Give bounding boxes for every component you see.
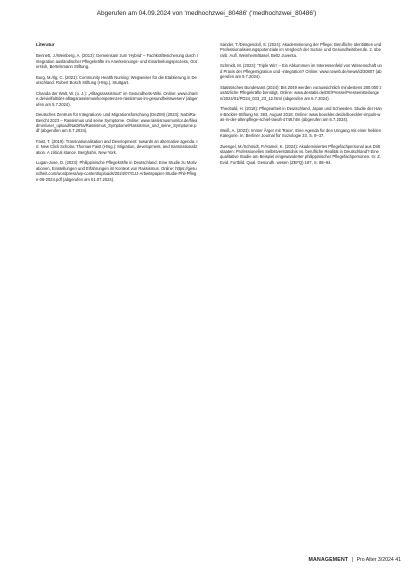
reference-entry: Statistisches Bundesamt (2024): Bis 2049 werden voraussichtlich mindestens 280.000 zusätzliche Pflegekräfte benötigt. Online: www.destatis.de/DE/Presse/Pressemitteilungen/2024/01/PD24_033_23_12.html (abgerufen am 5.7.2024). (220, 84, 382, 101)
references-column-left (36, 42, 198, 187)
reference-entry: Theobald, H. (2018): Pflegearbeit in Deutschland, Japan und Schweden. Studie der Hans-Böckler-Stiftung Nr. 383, August 2018. Online: www.boeckler.de/de/boeckler-impuls-was-in-der-altenpflege-schief-laeuft-4748.htm (abgerufen am 5.7.2024). (220, 106, 382, 123)
footer-separator: | (351, 557, 354, 563)
page-number: 41 (395, 557, 401, 563)
reference-entry: Weiß, A. (2023): Immer Ärger mit 'Race'. Eine Agenda für den Umgang mit einer heiklen Kategorie. In: Berliner Journal für Soziologie 33, S. 9–37. (220, 127, 381, 139)
reference-entry: Burg, M./Ilg, C. (2021): Community Health Nursing: Wegweiser für die Etablierung in Deutschland. Robert Bosch Stiftung (Hrsg.), Stuttgart. (36, 74, 197, 86)
references-column-right (220, 42, 382, 170)
reference-entry: Zwengel, M./Schmidt, P./Hamel, K. (2024): Akademisiertes Pflegefachpersonal aus Drittstaaten: Professionelles Selbstverständnis vs. berufliche Realität in Deutschland? Eine qualitative Studie am Beispiel eingewanderter philippinischer Pflegefachpersonen. In: Z. Evid. Fortbild. Qual. Gesundh. wesen (ZEFQ) 187, S. 88–94. (220, 143, 381, 165)
download-watermark: Abgerufen am 04.09.2024 von 'medhochzwei_80486' ('medhochzwei_80486') (96, 10, 317, 17)
reference-entry: Sander, T./Dengendoll, S. (2024): Akademisierung der Pflege: Berufliche Identitäten und Professionalisierungspotenziale im Vergleich der Sozial- und Gesundheitsberufe. 2. überarb. Aufl. Weinheim/Basel, Beltz Juventa. (220, 42, 382, 58)
section-heading: Literatur (36, 42, 55, 47)
footer-section-label: MANAGEMENT (308, 557, 349, 563)
reference-entry: Deutsches Zentrum für Integrations- und Migrationsforschung (DeZIM) (2023): NaDiRa-Bericht 2023 – Rassismus und seine Symptome. Online: www.rassismusmonitor.de/fileadmin/user_upload/NaDiRa/Rassismus_Symptome/Rassismus_und_seine_Symptome.pdf (abgerufen am 5.7.2024). (36, 112, 198, 134)
reference-entry: Lugan-Jose, D. (2023): Philippinische Pflegekräfte in Deutschland. Eine Studie zu Motivationen, Einstellungen und Erfahrungen im Kontext von Rassismus. Online: https://gesundheit.com/wordpress/wp-content/uploads/2024/07/GJJ-Arbeitspapier-Studie-Phil-Pflege-08-2024.pdf (abgerufen am 01.07.2024). (36, 160, 197, 182)
reference-entry: Bennett, J./Weinberg, A. (2013): Gemeinsam zum 'Hybrid' – Fachkräftesicherung durch Integration ausländischer Pflegekräfte im Anerkennungs- und Einarbeitungsprozess, Gütersloh, Bertelsmann Stiftung. (36, 53, 198, 70)
page-footer (309, 557, 401, 563)
reference-entry: Faist, T. (2019): Transnationalisation and Development: towards an alternative agenda. In: New Click Scholar, Thomas Faist (Hrsg.): Migration, development, and transnationalization. A critical stance. Berghahn, New York. (36, 139, 198, 155)
footer-issue: Pro Alter 3/2024 (356, 557, 394, 563)
reference-entry: Schmidt, M. (2023): 'Triple Win' – Ein Abkommen im Interessenfeld von Wissenschaft und Praxis der Pflegemigration und -integration? Online: www.roweb.de/news/id/30807 (abgerufen am 5.7.2024). (220, 63, 382, 80)
reference-entry: Chanda der Walt, W. (o. J.): „Alltagsrassismus“ im Gesundheits-Wiki. Online: www.charite.de/vielfalt/der-alltagsrassismus/kompetenzen-rassismus-im-gesundheitswesen/ (abgerufen am 5.7.2024). (36, 90, 198, 107)
